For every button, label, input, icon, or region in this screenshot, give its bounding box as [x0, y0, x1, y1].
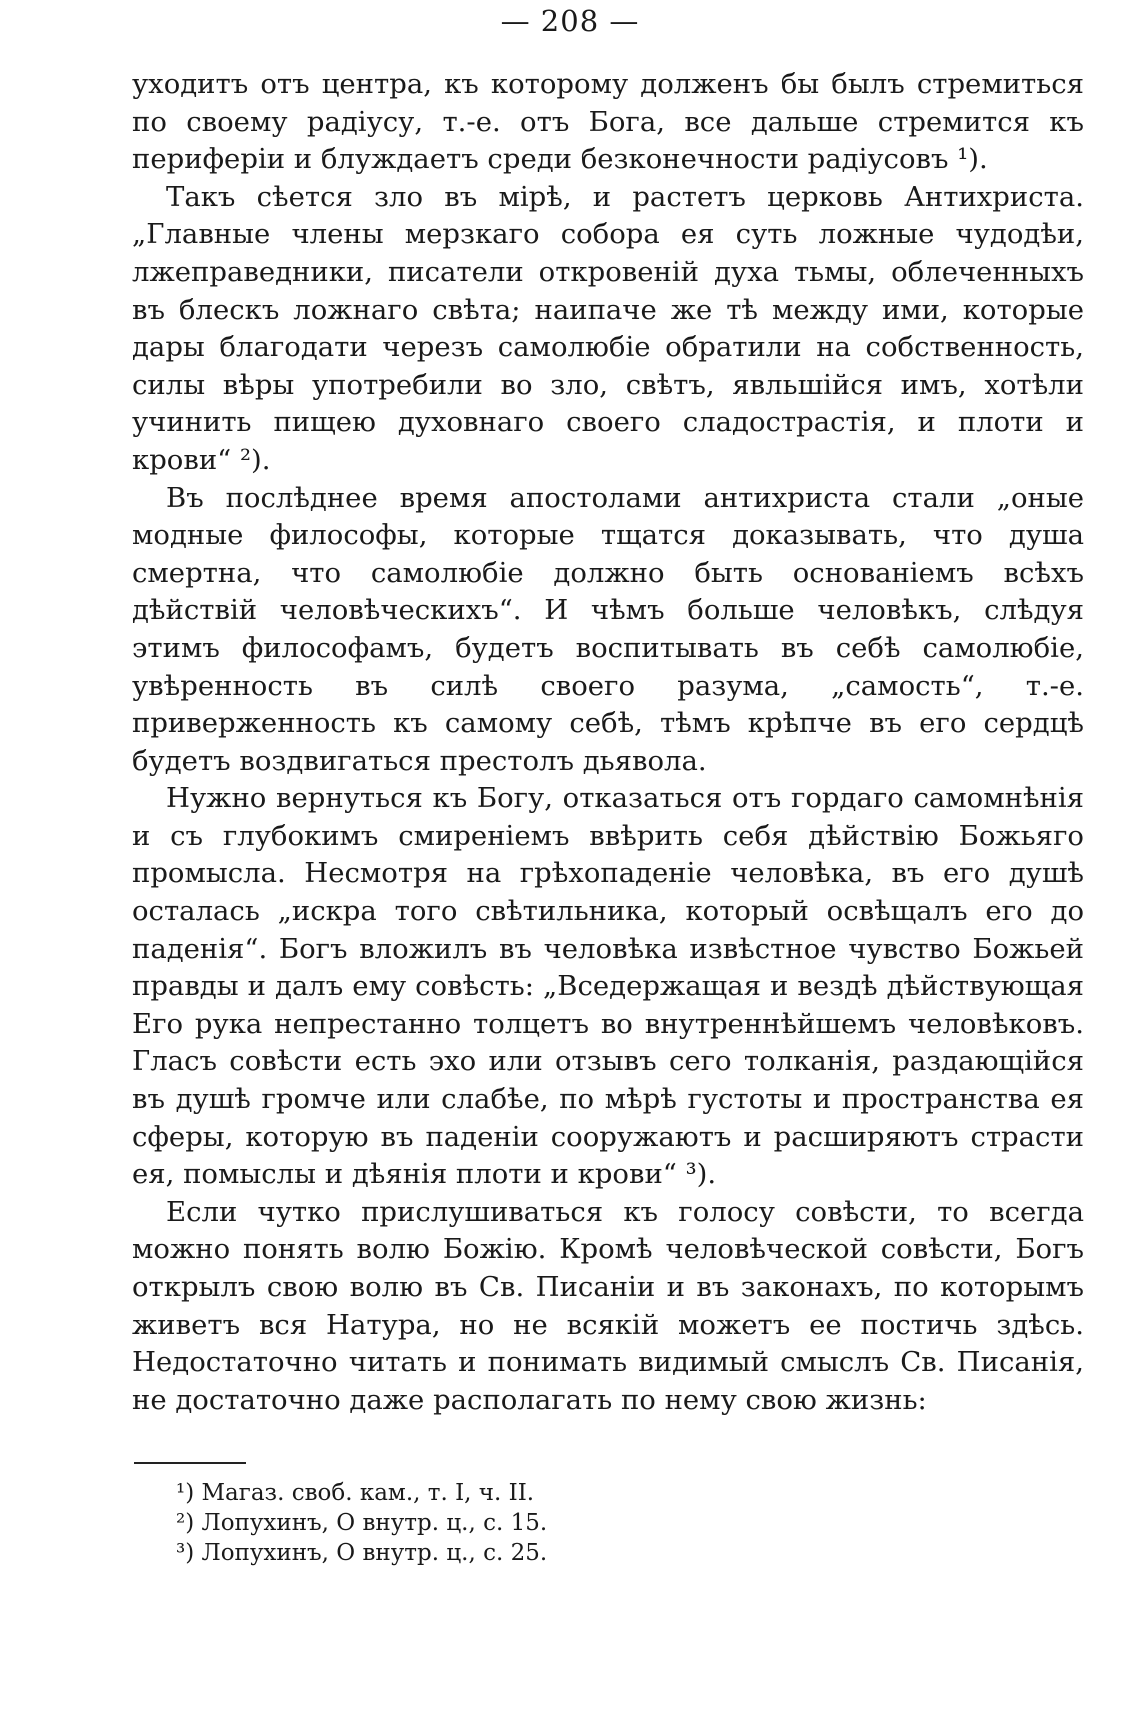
paragraph-continued: уходитъ отъ центра, къ которому долженъ бы былъ стремиться по своему радіусу, т.-е. отъ Бога, все дальше стремится къ периферіи и блуждаетъ среди безконечности радіусовъ ¹). [132, 68, 1084, 176]
footnote-2: ²) Лопухинъ, О внутр. ц., с. 15. [176, 1510, 548, 1536]
paragraph: Нужно вернуться къ Богу, отказаться отъ гордаго самомнѣнія и съ глубокимъ смиреніемъ ввѣрить себя дѣйствію Божьяго промысла. Несмотря на грѣхопаденіе человѣка, въ его душѣ осталась „искра того свѣтильника, который освѣщалъ его до паденія“. Богъ вложилъ въ человѣка извѣстное чувство Божьей правды и далъ ему совѣсть: „Вседержащая и вездѣ дѣйствующая Его рука непрестанно толцетъ во внутреннѣйшемъ человѣковъ. Гласъ совѣсти есть эхо или отзывъ сего толканія, раздающійся въ душѣ громче или слабѣе, по мѣрѣ густоты и пространства ея сферы, которую въ паденіи сооружаютъ и расширяютъ страсти ея, помыслы и дѣянія плоти и крови“ ³). [132, 782, 1084, 1191]
page-number: — 208 — [500, 4, 640, 38]
paragraph: Если чутко прислушиваться къ голосу совѣсти, то всегда можно понять волю Божію. Кромѣ человѣческой совѣсти, Богъ открылъ свою волю въ Св. Писаніи и въ законахъ, по которымъ живетъ вся Натура, но не всякій можетъ ее постичь здѣсь. Недостаточно читать и понимать видимый смыслъ Св. Писанія, не достаточно даже располагать по нему свою жизнь: [132, 1195, 1084, 1416]
footnote-3: ³) Лопухинъ, О внутр. ц., с. 25. [176, 1540, 548, 1566]
footnotes [176, 1478, 876, 1568]
footnote-1: ¹) Магаз. своб. кам., т. I, ч. II. [176, 1480, 535, 1506]
paragraph: Въ послѣднее время апостолами антихриста стали „оные модные философы, которые тщатся доказывать, что душа смертна, что самолюбіе должно быть основаніемъ всѣхъ дѣйствій человѣческихъ“. И чѣмъ больше человѣкъ, слѣдуя этимъ философамъ, будетъ воспитывать въ себѣ самолюбіе, увѣренность въ силѣ своего разума, „самость“, т.-е. приверженность къ самому себѣ, тѣмъ крѣпче въ его сердцѣ будетъ воздвигаться престолъ дьявола. [132, 481, 1084, 777]
footnote-divider [134, 1462, 246, 1464]
main-text [132, 66, 1084, 1419]
paragraph: Такъ сѣется зло въ мірѣ, и растетъ церковь Антихриста. „Главные члены мерзкаго собора ея суть ложные чудодѣи, лжеправедники, писатели откровеній духа тьмы, облеченныхъ въ блескъ ложнаго свѣта; наипаче же тѣ между ими, которые дары благодати черезъ самолюбіе обратили на собственность, силы вѣры употребили во зло, свѣтъ, явльшійся имъ, хотѣли учинить пищею духовнаго своего сладострастія, и плоти и крови“ ²). [132, 180, 1084, 476]
